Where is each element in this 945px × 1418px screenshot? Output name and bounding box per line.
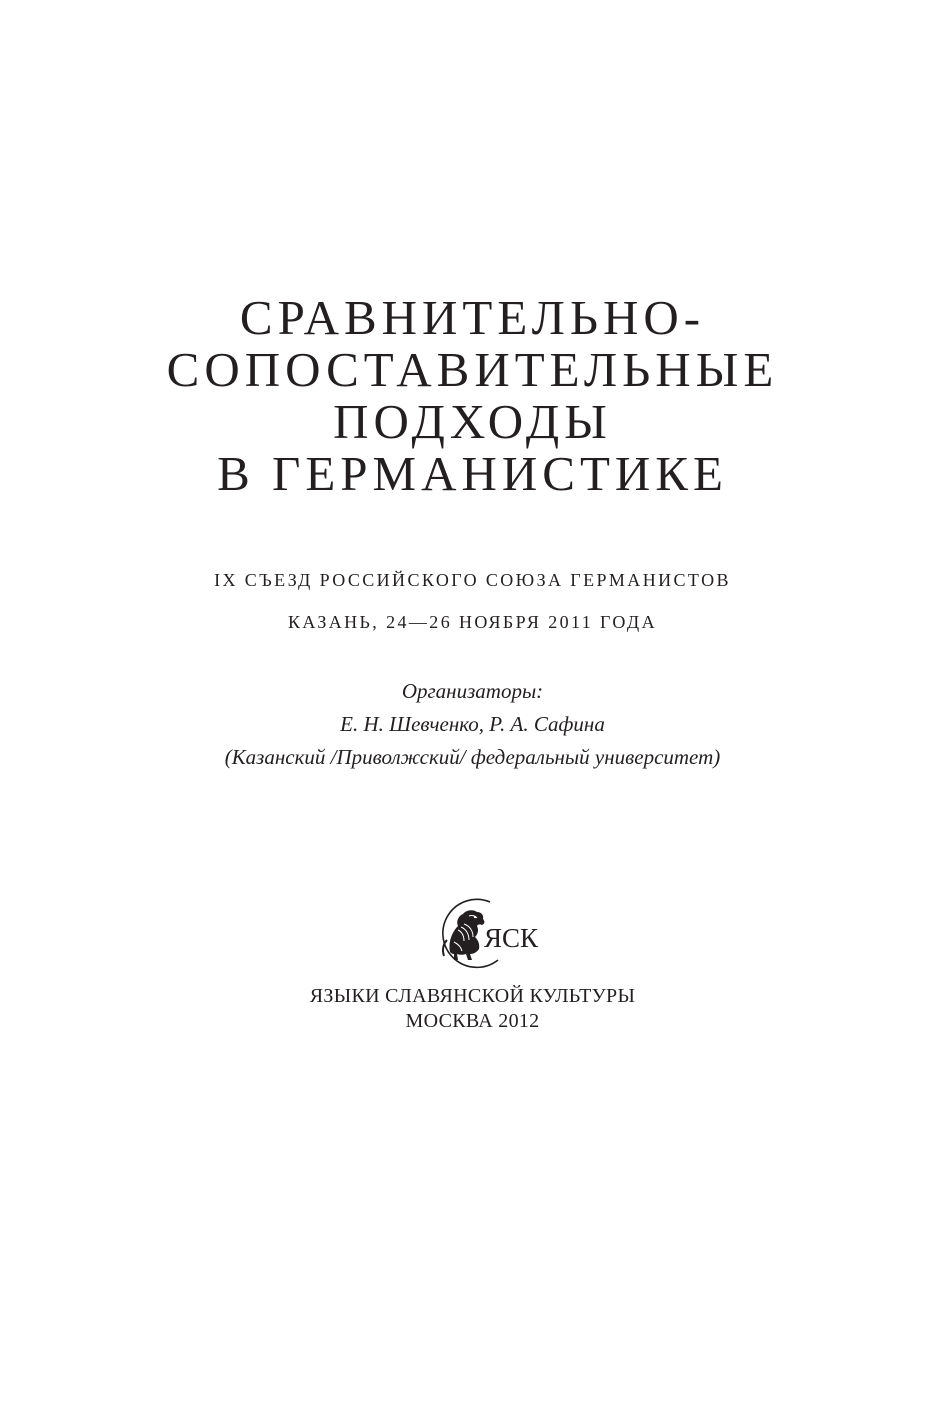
organizers-block [0,675,945,774]
congress-subtitle: IX СЪЕЗД РОССИЙСКОГО СОЮЗА ГЕРМАНИСТОВ [214,570,731,590]
publisher-block [0,984,945,1034]
logo-text: ЯСК [484,923,539,953]
title-line-4: В ГЕРМАНИСТИКЕ [217,446,728,501]
title-line-2: СОПОСТАВИТЕЛЬНЫЕ [166,342,779,397]
book-title [0,292,945,500]
organizers-label: Организаторы: [401,679,544,703]
publisher-city-year: МОСКВА 2012 [405,1010,540,1032]
lion-emblem-icon [428,894,548,974]
title-line-1: СРАВНИТЕЛЬНО- [239,290,706,345]
place-date-subtitle: КАЗАНЬ, 24—26 НОЯБРЯ 2011 ГОДА [287,612,657,632]
publisher-logo [428,894,548,974]
title-line-3: ПОДХОДЫ [333,394,612,449]
organizers-names: Е. Н. Шевченко, Р. А. Сафина [340,712,605,736]
publisher-name: ЯЗЫКИ СЛАВЯНСКОЙ КУЛЬТУРЫ [309,985,636,1007]
organizers-institution: (Казанский /Приволжский/ федеральный университет) [224,745,721,769]
